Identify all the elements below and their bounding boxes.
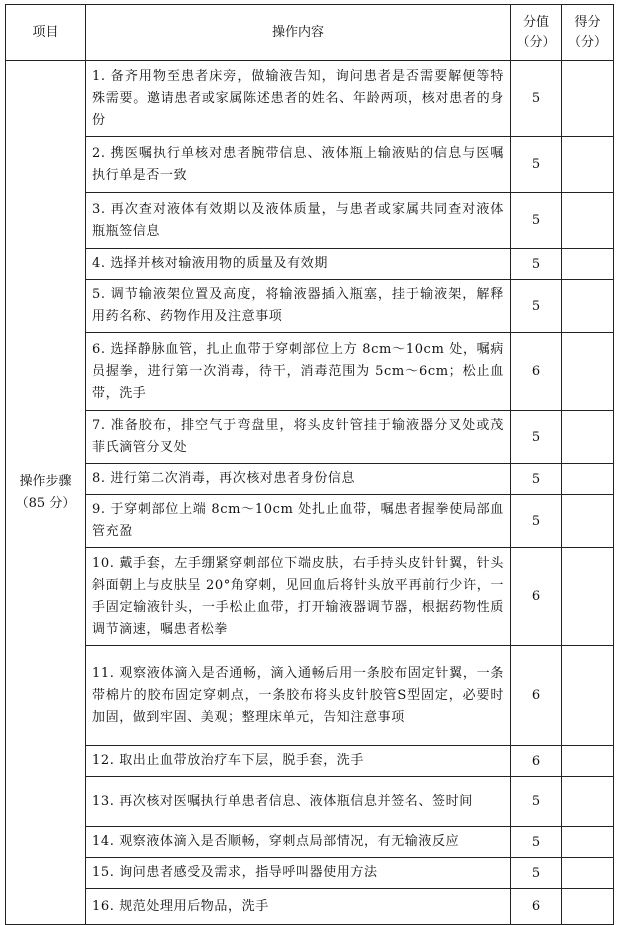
scoring-table <box>5 4 614 925</box>
step-text: 15. 询问患者感受及需求，指导呼叫器使用方法 <box>86 858 511 889</box>
step-text: 10. 戴手套，左手绷紧穿刺部位下端皮肤，右手持头皮针针翼，针头斜面朝上与皮肤呈 20°角穿刺，见回血后将针头放平再前行少许，一手固定输液针头，一手松止血带，打开输液器调节器，根据药物性质调节滴速，嘱患者松拳 <box>86 548 511 646</box>
step-got-field[interactable] <box>562 889 614 925</box>
category-points: （85 分） <box>15 495 76 511</box>
table-row <box>6 889 614 925</box>
step-got-field[interactable] <box>562 137 614 193</box>
step-score: 5 <box>511 61 562 137</box>
step-got-field[interactable] <box>562 249 614 280</box>
header-score <box>511 5 562 61</box>
step-text: 7. 准备胶布，排空气于弯盘里，将头皮针管挂于输液器分叉处或茂菲氏滴管分叉处 <box>86 411 511 464</box>
step-got-field[interactable] <box>562 777 614 827</box>
step-score: 5 <box>511 464 562 495</box>
table-row <box>6 495 614 548</box>
step-score: 6 <box>511 548 562 646</box>
table-row <box>6 61 614 137</box>
table-row <box>6 333 614 411</box>
table-row <box>6 548 614 646</box>
step-score: 5 <box>511 495 562 548</box>
step-got-field[interactable] <box>562 411 614 464</box>
header-got <box>562 5 614 61</box>
step-text: 2. 携医嘱执行单核对患者腕带信息、液体瓶上输液贴的信息与医嘱执行单是否一致 <box>86 137 511 193</box>
step-score: 5 <box>511 137 562 193</box>
header-got-label: 得分 （分） <box>567 14 607 50</box>
step-got-field[interactable] <box>562 280 614 333</box>
step-text: 14. 观察液体滴入是否顺畅，穿刺点局部情况，有无输液反应 <box>86 827 511 858</box>
step-text: 4. 选择并核对输液用物的质量及有效期 <box>86 249 511 280</box>
table-row <box>6 249 614 280</box>
step-text: 16. 规范处理用后物品，洗手 <box>86 889 511 925</box>
step-got-field[interactable] <box>562 858 614 889</box>
table-row <box>6 411 614 464</box>
step-got-field[interactable] <box>562 464 614 495</box>
header-score-label: 分值 （分） <box>516 14 556 50</box>
step-text: 13. 再次核对医嘱执行单患者信息、液体瓶信息并签名、签时间 <box>86 777 511 827</box>
step-score: 5 <box>511 411 562 464</box>
step-score: 6 <box>511 889 562 925</box>
step-text: 1. 备齐用物至患者床旁，做输液告知，询问患者是否需要解便等特殊需要。邀请患者或家属陈述患者的姓名、年龄两项，核对患者的身份 <box>86 61 511 137</box>
step-text: 6. 选择静脉血管，扎止血带于穿刺部位上方 8cm～10cm 处，嘱病员握拳，进行第一次消毒，待干，消毒范围为 5cm～6cm；松止血带，洗手 <box>86 333 511 411</box>
step-score: 5 <box>511 193 562 249</box>
table-row <box>6 193 614 249</box>
category-cell <box>6 61 86 925</box>
table-row <box>6 464 614 495</box>
step-score: 5 <box>511 777 562 827</box>
step-text: 9. 于穿刺部位上端 8cm～10cm 处扎止血带，嘱患者握拳使局部血管充盈 <box>86 495 511 548</box>
step-text: 11. 观察液体滴入是否通畅，滴入通畅后用一条胶布固定针翼，一条带棉片的胶布固定穿刺点，一条胶布将头皮针胶管S型固定，必要时加固，做到牢固、美观；整理床单元，告知注意事项 <box>86 646 511 746</box>
step-got-field[interactable] <box>562 646 614 746</box>
step-score: 5 <box>511 249 562 280</box>
header-item: 项目 <box>6 5 86 61</box>
step-got-field[interactable] <box>562 495 614 548</box>
table-row <box>6 858 614 889</box>
step-got-field[interactable] <box>562 827 614 858</box>
step-score: 5 <box>511 280 562 333</box>
step-score: 5 <box>511 858 562 889</box>
table-row <box>6 777 614 827</box>
step-got-field[interactable] <box>562 333 614 411</box>
step-got-field[interactable] <box>562 193 614 249</box>
header-content: 操作内容 <box>86 5 511 61</box>
step-text: 12. 取出止血带放治疗车下层，脱手套，洗手 <box>86 746 511 777</box>
step-got-field[interactable] <box>562 61 614 137</box>
step-score: 6 <box>511 746 562 777</box>
table-row <box>6 646 614 746</box>
header-row <box>6 5 614 61</box>
step-score: 6 <box>511 333 562 411</box>
step-text: 8. 进行第二次消毒，再次核对患者身份信息 <box>86 464 511 495</box>
step-text: 3. 再次查对液体有效期以及液体质量，与患者或家属共同查对液体瓶瓶签信息 <box>86 193 511 249</box>
table-row <box>6 137 614 193</box>
table-row <box>6 746 614 777</box>
category-name: 操作步骤 <box>19 473 72 489</box>
step-score: 6 <box>511 646 562 746</box>
step-score: 5 <box>511 827 562 858</box>
step-got-field[interactable] <box>562 548 614 646</box>
step-got-field[interactable] <box>562 746 614 777</box>
step-text: 5. 调节输液架位置及高度，将输液器插入瓶塞，挂于输液架，解释用药名称、药物作用及注意事项 <box>86 280 511 333</box>
table-row <box>6 827 614 858</box>
table-row <box>6 280 614 333</box>
